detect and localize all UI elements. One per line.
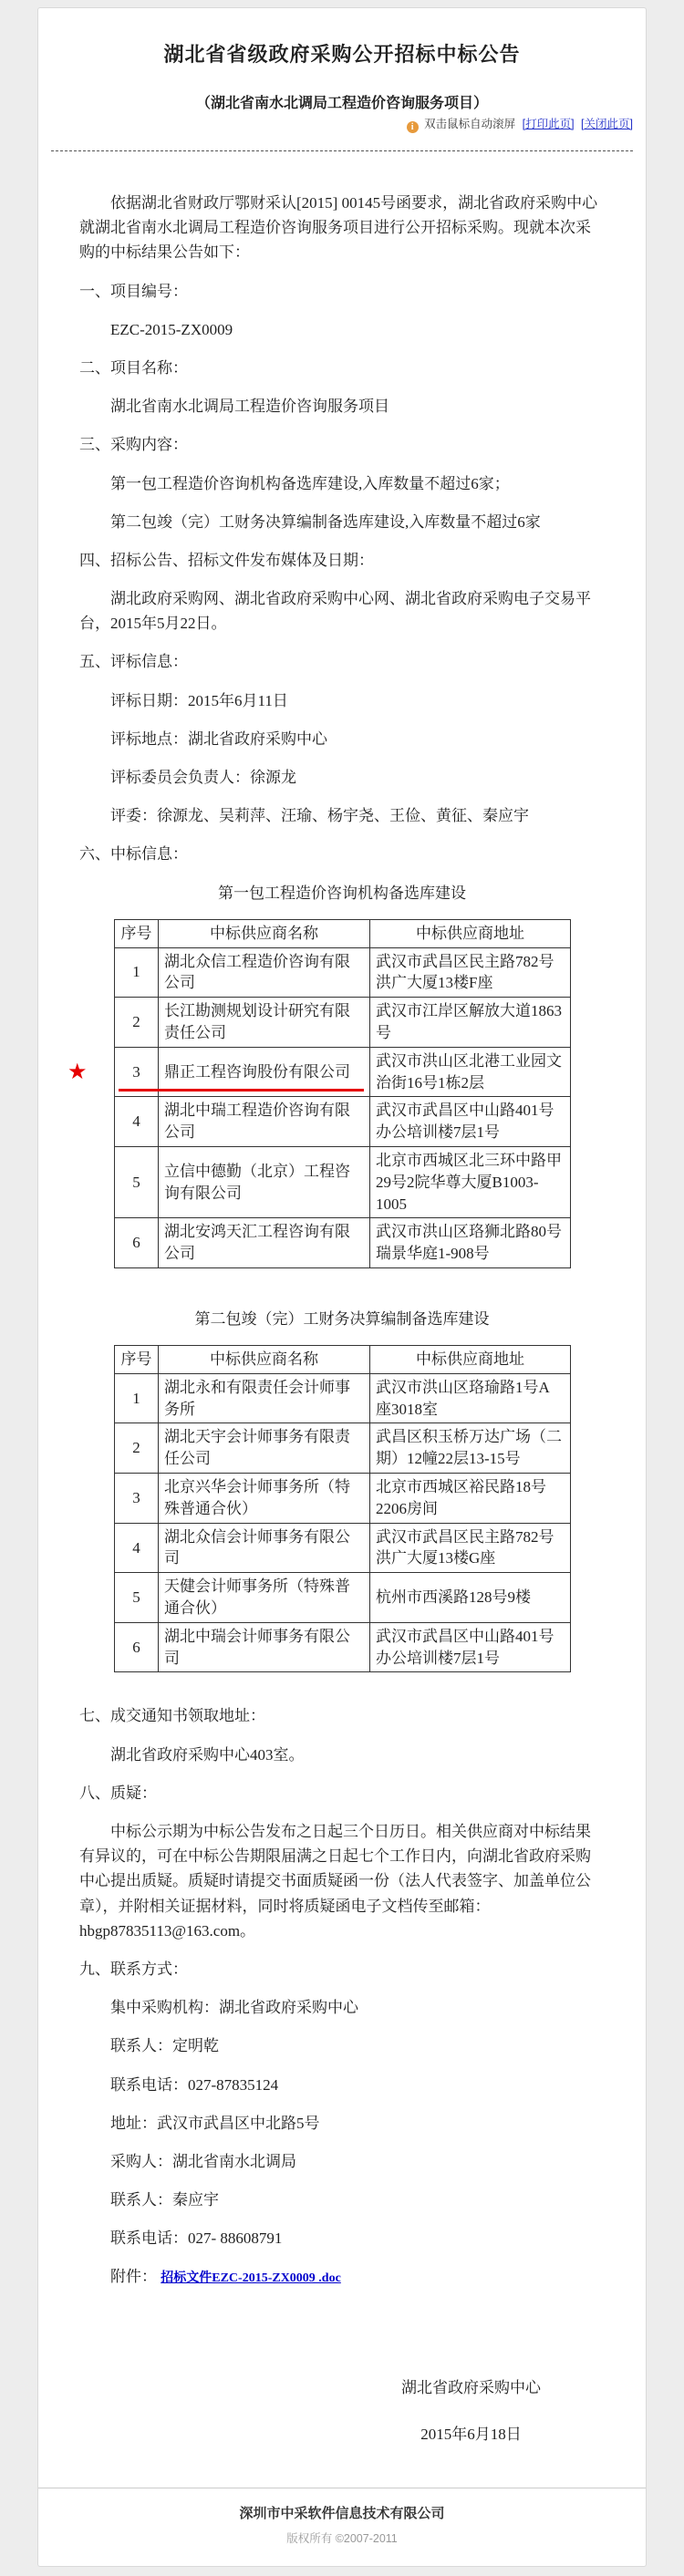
cell-no: 2 — [115, 1423, 159, 1474]
col-header-name: 中标供应商名称 — [159, 919, 370, 947]
cell-supplier-name: 北京兴华会计师事务所（特殊普通合伙） — [159, 1474, 370, 1524]
cell-no: 4 — [115, 1097, 159, 1147]
col-header-address: 中标供应商地址 — [370, 919, 571, 947]
section-1-heading: 一、项目编号： — [79, 282, 188, 300]
cell-supplier-address: 武昌区积玉桥万达广场（二期）12幢22层13-15号 — [370, 1423, 571, 1474]
table-row — [115, 1573, 571, 1623]
procurement-item-2: 第二包竣（完）工财务决算编制备选库建设,入库数量不超过6家 — [110, 512, 541, 531]
page-footer — [38, 2488, 646, 2566]
footer-company: 深圳市中采软件信息技术有限公司 — [239, 2505, 445, 2521]
cell-supplier-name: 天健会计师事务所（特殊普通合伙） — [159, 1573, 370, 1623]
publish-media-date: 湖北政府采购网、湖北省政府采购中心网、湖北省政府采购电子交易平台，2015年5月22日。 — [79, 590, 591, 633]
cell-supplier-address: 武汉市江岸区解放大道1863号 — [370, 998, 571, 1048]
section-5-heading: 五、评标信息： — [79, 653, 188, 671]
table-1-wrap — [67, 919, 570, 1268]
section-2-heading: 二、项目名称： — [79, 358, 188, 377]
evaluation-place: 评标地点：湖北省政府采购中心 — [110, 729, 327, 748]
evaluation-date: 评标日期：2015年6月11日 — [110, 691, 288, 709]
evaluation-committee: 评委：徐源龙、吴莉萍、汪瑜、杨宇尧、王俭、黄征、秦应宇 — [110, 807, 529, 825]
cell-supplier-address: 武汉市洪山区北港工业园文治街16号1栋2层 — [370, 1047, 571, 1097]
table-row — [115, 1622, 571, 1672]
cell-supplier-address: 北京市西城区北三环中路甲29号2院华尊大厦B1003-1005 — [370, 1146, 571, 1217]
cell-supplier-address: 武汉市武昌区中山路401号办公培训楼7层1号 — [370, 1622, 571, 1672]
cell-no: 6 — [115, 1218, 159, 1268]
attachment-line — [79, 2264, 605, 2289]
cell-supplier-address: 武汉市武昌区中山路401号办公培训楼7层1号 — [370, 1097, 571, 1147]
toolbar — [51, 115, 633, 133]
cell-supplier-name-text: 鼎正工程咨询股份有限公司 — [164, 1062, 350, 1081]
table-row — [115, 1523, 571, 1573]
table-1-caption: 第一包工程造价咨询机构备选库建设 — [218, 884, 466, 902]
contact-phone-2: 联系电话：027- 88608791 — [110, 2229, 283, 2248]
cell-no: 1 — [115, 1373, 159, 1423]
close-page-link[interactable]: [关闭此页] — [581, 118, 633, 130]
col-header-name: 中标供应商名称 — [159, 1346, 370, 1374]
attachment-link[interactable]: 招标文件EZC-2015-ZX0009 .doc — [161, 2271, 341, 2286]
section-9-heading: 九、联系方式： — [79, 1960, 188, 1978]
cell-no: 3 — [115, 1474, 159, 1524]
footer-copyright: 版权所有 ©2007-2011 — [286, 2531, 398, 2545]
contact-person-2: 联系人：秦应宇 — [110, 2191, 219, 2209]
notice-pickup-address: 湖北省政府采购中心403室。 — [110, 1745, 305, 1764]
cell-supplier-address: 武汉市武昌区民主路782号洪广大厦13楼F座 — [370, 947, 571, 998]
section-6-heading: 六、中标信息： — [79, 845, 188, 864]
cell-supplier-name: 湖北众信会计师事务有限公司 — [159, 1523, 370, 1573]
table-row — [115, 1097, 571, 1147]
cell-supplier-address: 武汉市洪山区珞狮北路80号瑞景华庭1-908号 — [370, 1218, 571, 1268]
highlight-star-icon: ★ — [67, 1060, 88, 1084]
table-2-caption: 第二包竣（完）工财务决算编制备选库建设 — [194, 1309, 490, 1328]
cell-supplier-address: 武汉市洪山区珞瑜路1号A座3018室 — [370, 1373, 571, 1423]
signoff-date: 2015年6月18日 — [420, 2426, 522, 2444]
table-row — [115, 947, 571, 998]
section-8-heading: 八、质疑： — [79, 1784, 157, 1802]
section-4-heading: 四、招标公告、招标文件发布媒体及日期： — [79, 551, 374, 569]
table-row — [115, 1423, 571, 1474]
page-header — [38, 8, 646, 151]
agency-address: 地址：武汉市武昌区中北路5号 — [110, 2114, 320, 2132]
cell-supplier-name — [159, 1047, 370, 1097]
contact-phone-1: 联系电话：027-87835124 — [110, 2075, 279, 2094]
autoscroll-hint: 双击鼠标自动滚屏 — [424, 118, 516, 130]
section-3-heading: 三、采购内容： — [79, 436, 188, 454]
winners-table-package-2 — [114, 1345, 571, 1672]
cell-no: 6 — [115, 1622, 159, 1672]
info-icon: i — [407, 121, 419, 133]
cell-no: 1 — [115, 947, 159, 998]
cell-no-text: 3 — [132, 1062, 140, 1081]
table-header-row — [115, 919, 571, 947]
cell-supplier-address: 武汉市武昌区民主路782号洪广大厦13楼G座 — [370, 1523, 571, 1573]
cell-supplier-address: 杭州市西溪路128号9楼 — [370, 1573, 571, 1623]
cell-no: 5 — [115, 1573, 159, 1623]
highlight-underline — [119, 1089, 364, 1091]
signoff-block — [401, 2376, 541, 2447]
signoff-org: 湖北省政府采购中心 — [401, 2378, 541, 2396]
evaluation-chief: 评标委员会负责人：徐源龙 — [110, 769, 296, 786]
table-row — [115, 1218, 571, 1268]
project-name: 湖北省南水北调局工程造价咨询服务项目 — [110, 398, 389, 416]
cell-no: 4 — [115, 1523, 159, 1573]
central-agency: 集中采购机构：湖北省政府采购中心 — [110, 1999, 358, 2017]
table-header-row — [115, 1346, 571, 1374]
cell-supplier-name: 湖北天宇会计师事务有限责任公司 — [159, 1423, 370, 1474]
purchaser: 采购人：湖北省南水北调局 — [110, 2152, 296, 2170]
col-header-no: 序号 — [115, 919, 159, 947]
table-row — [115, 1146, 571, 1217]
page-subtitle: （湖北省南水北调局工程造价咨询服务项目） — [195, 96, 488, 111]
intro-paragraph: 依据湖北省财政厅鄂财采认[2015] 00145号函要求，湖北省政府采购中心就湖北省南水北调局工程造价咨询服务项目进行公开招标采购。现就本次采购的中标结果公告如下： — [79, 194, 598, 262]
page-title: 湖北省省级政府采购公开招标中标公告 — [163, 43, 521, 66]
cell-supplier-address: 北京市西城区裕民路18号2206房间 — [370, 1474, 571, 1524]
cell-no: 5 — [115, 1146, 159, 1217]
project-number: EZC-2015-ZX0009 — [110, 320, 233, 338]
cell-supplier-name: 湖北安鸿天汇工程咨询有限公司 — [159, 1218, 370, 1268]
cell-supplier-name: 长江勘测规划设计研究有限责任公司 — [159, 998, 370, 1048]
col-header-address: 中标供应商地址 — [370, 1346, 571, 1374]
cell-supplier-name: 湖北众信工程造价咨询有限公司 — [159, 947, 370, 998]
challenge-paragraph: 中标公示期为中标公告发布之日起三个日历日。相关供应商对中标结果有异议的，可在中标公告期限届满之日起七个工作日内，向湖北省政府采购中心提出质疑。质疑时请提交书面质疑函一份（法人代表签字、加盖单位公章），并附相关证据材料，同时将质疑函电子文档传至邮箱：hbgp87835113@163.com。 — [79, 1823, 591, 1940]
winners-table-package-1 — [67, 919, 571, 1268]
cell-supplier-name: 湖北永和有限责任会计师事务所 — [159, 1373, 370, 1423]
announcement-body — [38, 151, 646, 2488]
cell-supplier-name: 湖北中瑞会计师事务有限公司 — [159, 1622, 370, 1672]
cell-supplier-name: 湖北中瑞工程造价咨询有限公司 — [159, 1097, 370, 1147]
table-2-wrap — [114, 1345, 570, 1672]
table-row — [115, 1474, 571, 1524]
col-header-no: 序号 — [115, 1346, 159, 1374]
procurement-item-1: 第一包工程造价咨询机构备选库建设,入库数量不超过6家； — [110, 474, 510, 492]
cell-no: 2 — [115, 998, 159, 1048]
table-row-highlighted — [115, 1047, 571, 1097]
contact-person-1: 联系人：定明乾 — [110, 2037, 219, 2055]
attachment-label: 附件： — [110, 2268, 157, 2286]
print-page-link[interactable]: [打印此页] — [522, 118, 575, 130]
announcement-page — [37, 7, 647, 2567]
section-7-heading: 七、成交通知书领取地址： — [79, 1707, 265, 1725]
table-row — [115, 998, 571, 1048]
table-row — [115, 1373, 571, 1423]
cell-supplier-name: 立信中德勤（北京）工程咨询有限公司 — [159, 1146, 370, 1217]
